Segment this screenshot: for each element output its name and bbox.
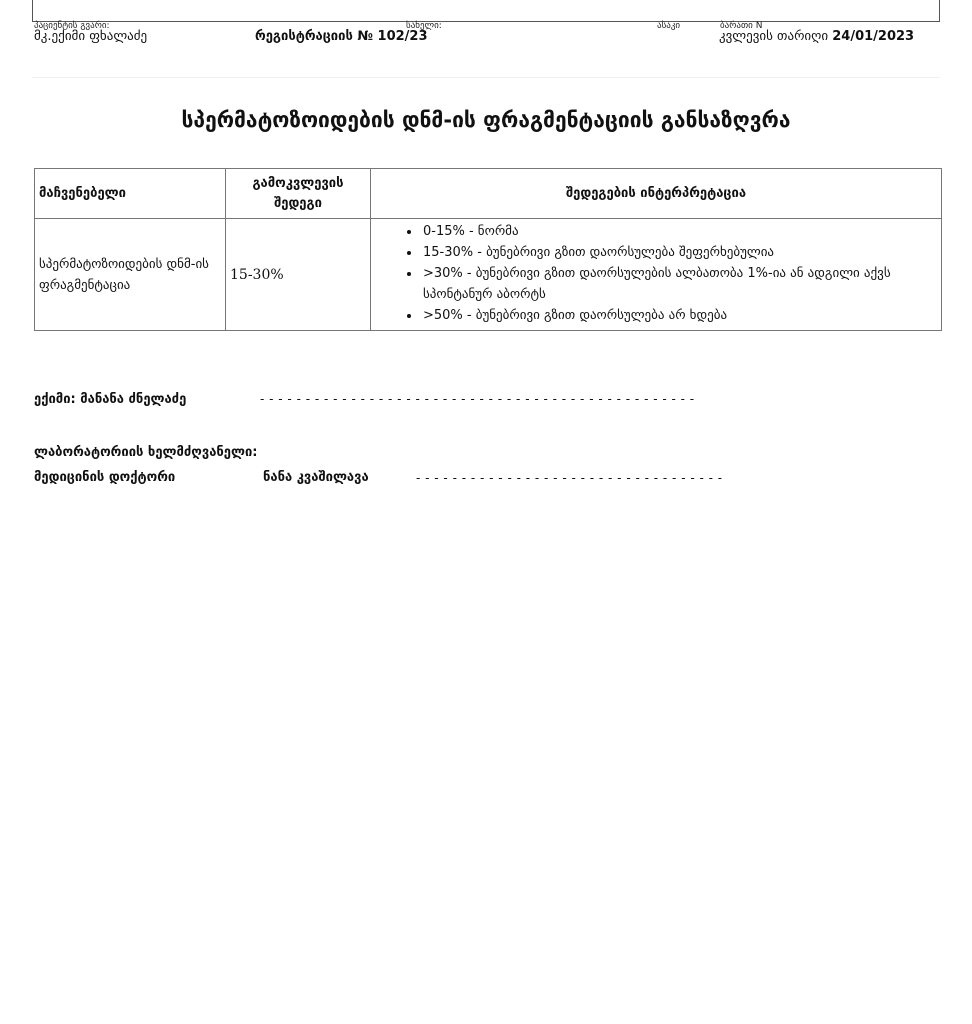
header-interpretation: შედეგების ინტერპრეტაცია — [371, 169, 942, 219]
divider — [32, 77, 940, 78]
name-label: სახელი: — [406, 21, 442, 31]
study-date-line — [719, 29, 914, 44]
interpretation-list — [375, 221, 937, 326]
registration-number: რეგისტრაციის № 102/23 — [255, 29, 428, 44]
lab-head-degree: მედიცინის დოქტორი — [34, 470, 176, 485]
doctor-signature-line: - - - - - - - - - - - - - - - - - - - - - - - - - - - - - - - - - - - - - - - - - - - - - - - - — [260, 392, 695, 406]
table-header-row — [35, 169, 942, 219]
list-item: • 0-15% - ნორმა — [421, 221, 937, 242]
card-number-label: ბარათი N — [720, 21, 763, 31]
age-label: ასაკი — [657, 21, 681, 31]
interpretation-cell — [371, 219, 942, 331]
results-table — [34, 168, 942, 331]
table-row — [35, 219, 942, 331]
result-cell: 15-30% — [226, 219, 371, 331]
lab-head-title: ლაბორატორიის ხელმძღვანელი: — [34, 445, 258, 460]
referring-doctor: მკ.ექიმი ფხალაძე — [34, 29, 148, 44]
header-indicator: მაჩვენებელი — [35, 169, 226, 219]
list-item: • >50% - ბუნებრივი გზით დაორსულება არ ხდება — [421, 305, 937, 326]
header-box — [32, 0, 940, 22]
study-date-label: კვლევის თარიღი — [719, 29, 829, 44]
list-item: • >30% - ბუნებრივი გზით დაორსულების ალბათობა 1%-ია ან ადგილი აქვს სპონტანურ აბორტს — [421, 263, 937, 305]
document-title: სპერმატოზოიდების დნმ-ის ფრაგმენტაციის განსაზღვრა — [181, 108, 791, 132]
lab-head-name: ნანა კვაშილავა — [263, 470, 369, 485]
patient-surname-label: პაციენტის გვარი: — [34, 21, 110, 31]
doctor-signature-label: ექიმი: მანანა ძნელაძე — [34, 392, 187, 407]
header-result: გამოკვლევის შედეგი — [226, 169, 371, 219]
study-date: 24/01/2023 — [832, 29, 915, 44]
lab-head-signature-line: - - - - - - - - - - - - - - - - - - - - - - - - - - - - - - - - - - — [416, 471, 723, 485]
indicator-cell: სპერმატოზოიდების დნმ-ის ფრაგმენტაცია — [35, 219, 226, 331]
list-item: • 15-30% - ბუნებრივი გზით დაორსულება შეფერხებულია — [421, 242, 937, 263]
